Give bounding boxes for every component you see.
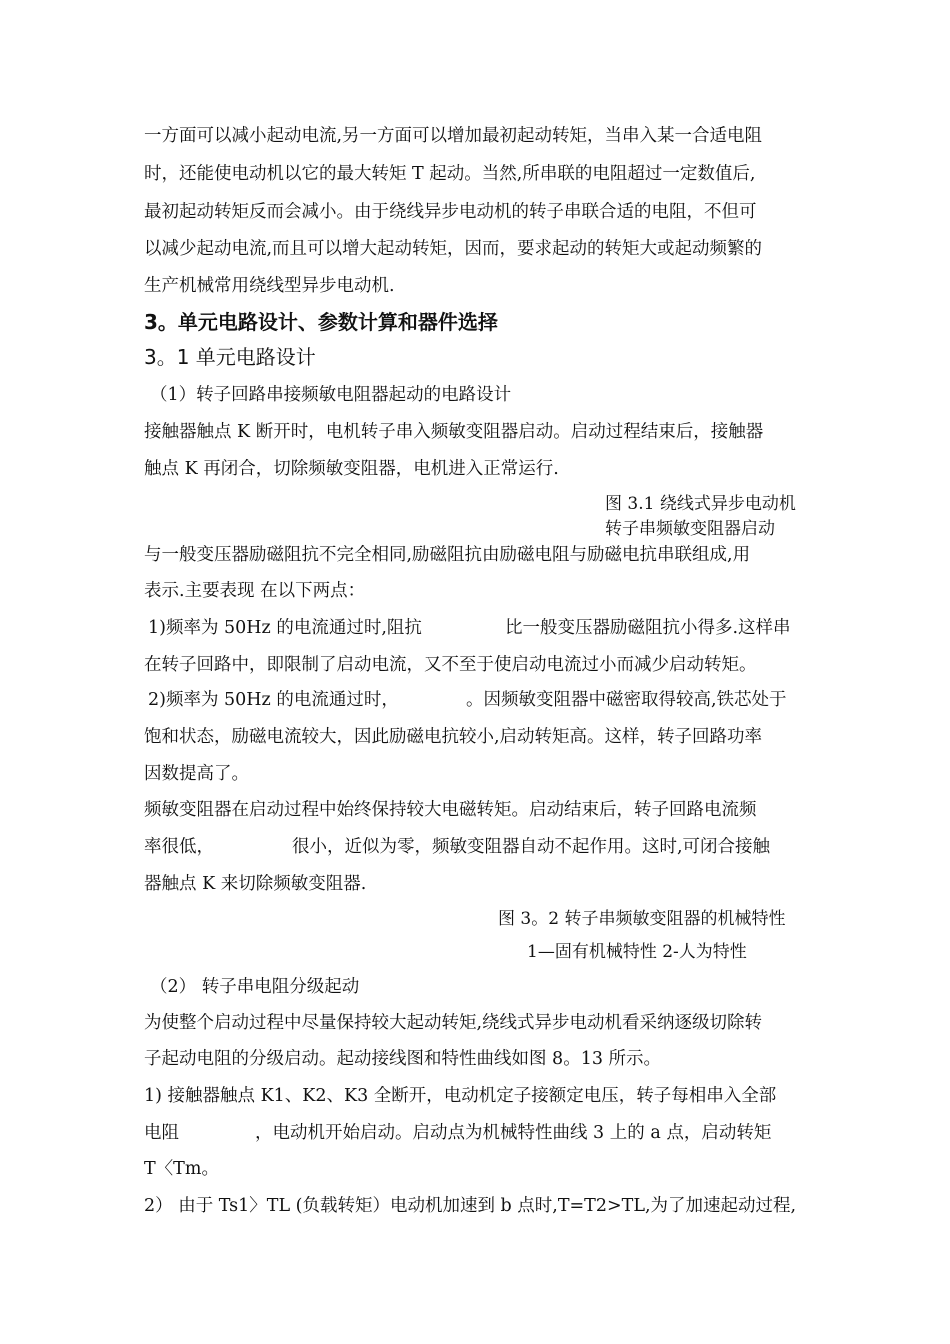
- paragraph-line: 以减少起动电流,而且可以增大起动转矩，因而，要求起动的转矩大或起动频繁的: [144, 239, 763, 259]
- figure-caption: 图 3。2 转子串频敏变阻器的机械特性: [498, 909, 786, 929]
- subsubsection-heading: （2） 转子串电阻分级起动: [150, 977, 360, 997]
- paragraph-line: 饱和状态，励磁电流较大，因此励磁电抗较小,启动转矩高。这样，转子回路功率: [144, 727, 763, 747]
- paragraph-line: 与一般变压器励磁阻抗不完全相同,励磁阻抗由励磁电阻与励磁电抗串联组成,用: [144, 545, 751, 565]
- paragraph-line: 触点 K 再闭合，切除频敏变阻器，电机进入正常运行.: [144, 459, 559, 479]
- figure-caption: 1—固有机械特性 2-人为特性: [527, 942, 747, 962]
- paragraph-line: 为使整个启动过程中尽量保持较大起动转矩,绕线式异步电动机看采纳逐级切除转: [144, 1013, 763, 1033]
- paragraph-line: 时，还能使电动机以它的最大转矩 T 起动。当然,所串联的电阻超过一定数值后,: [144, 164, 756, 184]
- subsection-heading: 3。1 单元电路设计: [144, 345, 316, 369]
- paragraph-line: 1) 接触器触点 K1、K2、K3 全断开，电动机定子接额定电压，转子每相串入全部: [144, 1086, 777, 1106]
- paragraph-line: 比一般变压器励磁阻抗小得多.这样串: [505, 618, 791, 638]
- paragraph-line: 一方面可以减小起动电流,另一方面可以增加最初起动转矩，当串入某一合适电阻: [144, 126, 763, 146]
- paragraph-line: 接触器触点 K 断开时，电机转子串入频敏变阻器启动。启动过程结束后，接触器: [144, 422, 764, 442]
- paragraph-line: 表示.主要表现 在以下两点：: [144, 581, 366, 601]
- paragraph-line: T〈Tm。: [144, 1159, 219, 1179]
- paragraph-line: ，电动机开始启动。启动点为机械特性曲线 3 上的 a 点，启动转矩: [255, 1123, 772, 1143]
- paragraph-line: 。因频敏变阻器中磁密取得较高,铁芯处于: [466, 690, 787, 710]
- paragraph-line: 频敏变阻器在启动过程中始终保持较大电磁转矩。启动结束后，转子回路电流频: [144, 800, 757, 820]
- paragraph-line: 生产机械常用绕线型异步电动机.: [144, 276, 395, 296]
- figure-caption: 图 3.1 绕线式异步电动机: [605, 494, 796, 514]
- paragraph-line: 子起动电阻的分级启动。起动接线图和特性曲线如图 8。13 所示。: [144, 1049, 662, 1069]
- section-heading: 3。单元电路设计、参数计算和器件选择: [144, 310, 498, 334]
- paragraph-line: 率很低，: [144, 837, 214, 857]
- paragraph-line: 器触点 K 来切除频敏变阻器.: [144, 874, 367, 894]
- paragraph-line: 电阻: [144, 1123, 179, 1143]
- paragraph-line: 2） 由于 Ts1〉TL (负载转矩）电动机加速到 b 点时,T=T2>TL,为了加速起动过程,: [144, 1196, 797, 1216]
- paragraph-line: 2)频率为 50Hz 的电流通过时，: [148, 690, 399, 710]
- paragraph-line: 很小，近似为零，频敏变阻器自动不起作用。这时,可闭合接触: [292, 837, 771, 857]
- figure-caption: 转子串频敏变阻器启动: [605, 519, 775, 539]
- paragraph-line: 1)频率为 50Hz 的电流通过时,阻抗: [148, 618, 422, 638]
- paragraph-line: 因数提高了。: [144, 764, 249, 784]
- paragraph-line: 在转子回路中，即限制了启动电流，又不至于使启动电流过小而减少启动转矩。: [144, 655, 757, 675]
- subsubsection-heading: （1）转子回路串接频敏电阻器起动的电路设计: [150, 385, 512, 405]
- paragraph-line: 最初起动转矩反而会减小。由于绕线异步电动机的转子串联合适的电阻，不但可: [144, 202, 757, 222]
